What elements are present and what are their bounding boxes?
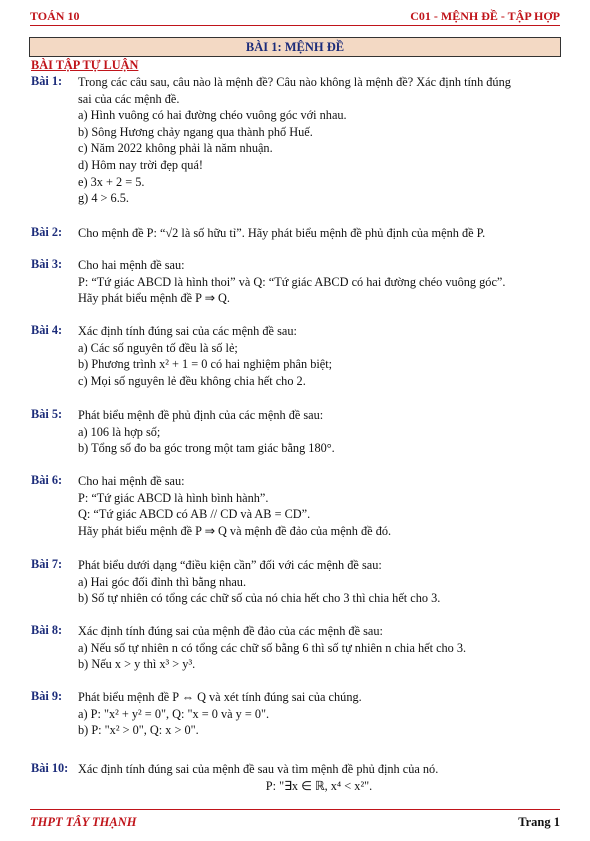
- exercise-line: Xác định tính đúng sai của mệnh đề sau và tìm mệnh đề phủ định của nó.: [78, 762, 439, 776]
- header-divider: [30, 25, 560, 26]
- lesson-title: BÀI 1: MỆNH ĐỀ: [29, 37, 561, 57]
- exercise-line: a) P: "x² + y² = 0", Q: "x = 0 và y = 0".: [78, 706, 270, 721]
- exercise-line: Hãy phát biểu mệnh đề P ⇒ Q và mệnh đề đảo của mệnh đề đó.: [78, 523, 392, 538]
- exercise-line: Phát biểu mệnh đề P ⇔ Q và xét tính đúng sai của chúng.: [78, 690, 362, 704]
- exercise-line: e) 3x + 2 = 5.: [78, 174, 145, 189]
- exercise-label: Bài 2:: [31, 225, 63, 239]
- exercise-body: [78, 623, 560, 673]
- header-chapter: C01 - MỆNH ĐỀ - TẬP HỢP: [410, 9, 560, 23]
- exercise-label: Bài 10:: [31, 761, 69, 775]
- exercise-line: Cho hai mệnh đề sau:: [78, 258, 185, 272]
- exercise-line: d) Hôm nay trời đẹp quá!: [78, 157, 203, 172]
- exercise-line: c) Năm 2022 không phải là năm nhuận.: [78, 141, 273, 156]
- exercise-line: g) 4 > 6.5.: [78, 191, 129, 206]
- exercise-label: Bài 5:: [31, 407, 63, 421]
- exercise-8: [31, 623, 560, 673]
- header-subject: TOÁN 10: [30, 9, 80, 23]
- exercise-4: [31, 323, 560, 389]
- exercise-line: b) Phương trình x² + 1 = 0 có hai nghiệm phân biệt;: [78, 357, 333, 372]
- exercise-9: [31, 689, 560, 739]
- exercise-line: Cho hai mệnh đề sau:: [78, 474, 185, 488]
- exercise-line: Xác định tính đúng sai của mệnh đề đảo của các mệnh đề sau:: [78, 624, 383, 638]
- exercise-body: [78, 473, 560, 539]
- exercise-label: Bài 8:: [31, 623, 63, 637]
- exercise-line: b) Tổng số đo ba góc trong một tam giác bằng 180°.: [78, 441, 335, 456]
- exercise-body: [78, 407, 560, 457]
- exercise-line: a) 106 là hợp số;: [78, 424, 161, 439]
- exercise-body: [78, 74, 560, 207]
- exercise-line: a) Nếu số tự nhiên n có tổng các chữ số bằng 6 thì số tự nhiên n chia hết cho 3.: [78, 640, 467, 655]
- exercise-label: Bài 6:: [31, 473, 63, 487]
- exercise-line: a) Hình vuông có hai đường chéo vuông góc với nhau.: [78, 108, 347, 123]
- exercise-1: [31, 74, 560, 207]
- exercise-line: Phát biểu mệnh đề phủ định của các mệnh đề sau:: [78, 408, 324, 422]
- exercise-line: Trong các câu sau, câu nào là mệnh đề? Câu nào không là mệnh đề? Xác định tính đúng: [78, 75, 511, 89]
- exercise-7: [31, 557, 560, 607]
- exercise-label: Bài 4:: [31, 323, 63, 337]
- exercise-line: sai của các mệnh đề.: [78, 91, 180, 106]
- exercise-body: [78, 323, 560, 389]
- footer-page-number: Trang 1: [518, 815, 560, 829]
- exercise-line: P: “Tứ giác ABCD là hình thoi” và Q: “Tứ giác ABCD có hai đường chéo vuông góc”.: [78, 274, 506, 289]
- exercise-line: c) Mọi số nguyên lẻ đều không chia hết cho 2.: [78, 373, 306, 388]
- exercise-line: b) Sông Hương chảy ngang qua thành phố Huế.: [78, 124, 313, 139]
- section-heading: BÀI TẬP TỰ LUẬN: [31, 58, 139, 72]
- exercise-body: [78, 689, 560, 739]
- exercise-5: [31, 407, 560, 457]
- exercise-line: a) Hai góc đối đỉnh thì bằng nhau.: [78, 574, 247, 589]
- exercise-label: Bài 9:: [31, 689, 63, 703]
- exercise-line: b) P: "x² > 0", Q: x > 0".: [78, 723, 199, 738]
- exercise-line: Hãy phát biểu mệnh đề P ⇒ Q.: [78, 291, 230, 306]
- exercise-body: [78, 761, 560, 794]
- exercise-line: Xác định tính đúng sai của các mệnh đề sau:: [78, 324, 297, 338]
- exercise-line: Q: “Tứ giác ABCD có AB // CD và AB = CD”.: [78, 507, 311, 522]
- exercise-line: b) Nếu x > y thì x³ > y³.: [78, 657, 196, 672]
- exercise-body: [78, 225, 560, 242]
- exercise-label: Bài 3:: [31, 257, 63, 271]
- exercise-label: Bài 1:: [31, 74, 63, 88]
- exercise-6: [31, 473, 560, 539]
- exercise-body: [78, 557, 560, 607]
- exercise-3: [31, 257, 560, 307]
- exercise-body: [78, 257, 560, 307]
- exercise-line: P: "∃x ∈ ℝ, x⁴ < x²".: [265, 778, 373, 793]
- exercise-line: Phát biểu dưới dạng “điều kiện cần” đối với các mệnh đề sau:: [78, 558, 382, 572]
- exercise-line: a) Các số nguyên tố đều là số lẻ;: [78, 340, 238, 355]
- exercise-label: Bài 7:: [31, 557, 63, 571]
- footer-school: THPT TÂY THẠNH: [30, 815, 137, 829]
- footer-divider: [30, 809, 560, 810]
- exercise-2: [31, 225, 560, 242]
- exercise-10: [31, 761, 560, 794]
- exercise-line: Cho mệnh đề P: “√2 là số hữu tỉ”. Hãy phát biểu mệnh đề phủ định của mệnh đề P.: [78, 226, 486, 240]
- exercise-line: b) Số tự nhiên có tổng các chữ số của nó chia hết cho 3 thì chia hết cho 3.: [78, 591, 441, 606]
- exercise-line: P: “Tứ giác ABCD là hình bình hành”.: [78, 490, 269, 505]
